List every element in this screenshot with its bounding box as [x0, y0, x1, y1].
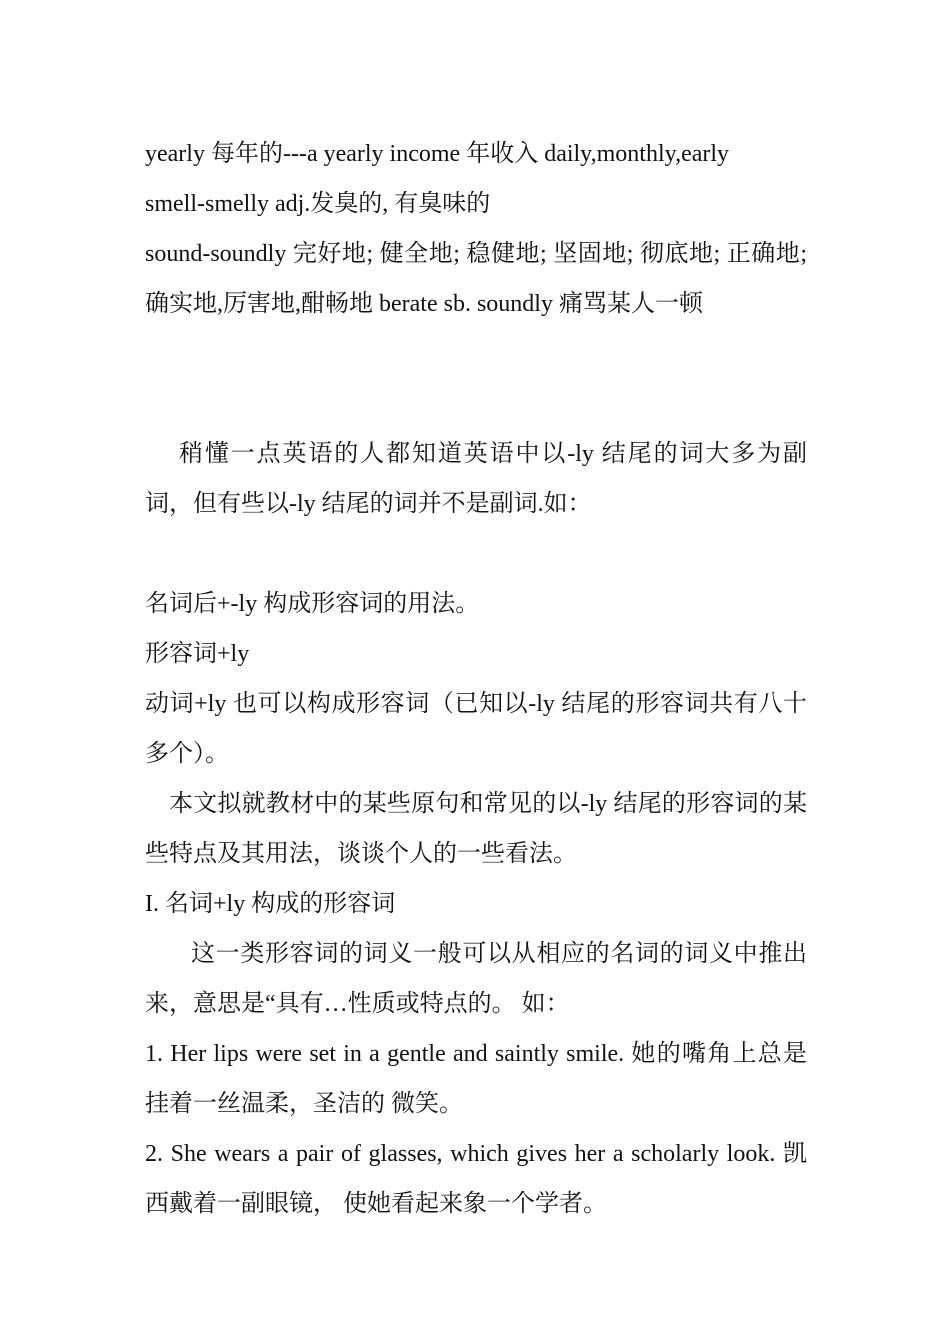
paragraph-explanation: 这一类形容词的词义一般可以从相应的名词的词义中推出来，意思是“具有…性质或特点的。 如： — [145, 941, 807, 1017]
paragraph-adj-ly: 形容词+ly — [145, 641, 250, 667]
paragraph-verb-ly: 动词+ly 也可以构成形容词（已知以-ly 结尾的形容词共有八十多个）。 — [145, 691, 807, 767]
paragraph-smelly: smell-smelly adj.发臭的, 有臭味的 — [145, 191, 491, 217]
section-heading-1: I. 名词+ly 构成的形容词 — [145, 891, 396, 917]
blank-space — [145, 529, 807, 579]
blank-space — [145, 329, 807, 429]
example-2: 2. She wears a pair of glasses, which gives her a scholarly look. 凯西戴着一副眼镜， 使她看起来象一个学者。 — [145, 1141, 807, 1217]
paragraph-noun-ly: 名词后+-ly 构成形容词的用法。 — [145, 591, 480, 617]
document-page — [145, 129, 807, 1229]
paragraph-soundly: sound-soundly 完好地; 健全地; 稳健地; 坚固地; 彻底地; 正确地; 确实地,厉害地,酣畅地 berate sb. soundly 痛骂某人一顿 — [145, 241, 807, 317]
paragraph-intro: 稍懂一点英语的人都知道英语中以-ly 结尾的词大多为副词，但有些以-ly 结尾的词并不是副词.如： — [145, 441, 807, 517]
paragraph-yearly: yearly 每年的---a yearly income 年收入 daily,monthly,early — [145, 141, 730, 167]
example-1: 1. Her lips were set in a gentle and saintly smile. 她的嘴角上总是挂着一丝温柔，圣洁的 微笑。 — [145, 1041, 807, 1117]
paragraph-purpose: 本文拟就教材中的某些原句和常见的以-ly 结尾的形容词的某些特点及其用法，谈谈个人的一些看法。 — [145, 791, 807, 867]
